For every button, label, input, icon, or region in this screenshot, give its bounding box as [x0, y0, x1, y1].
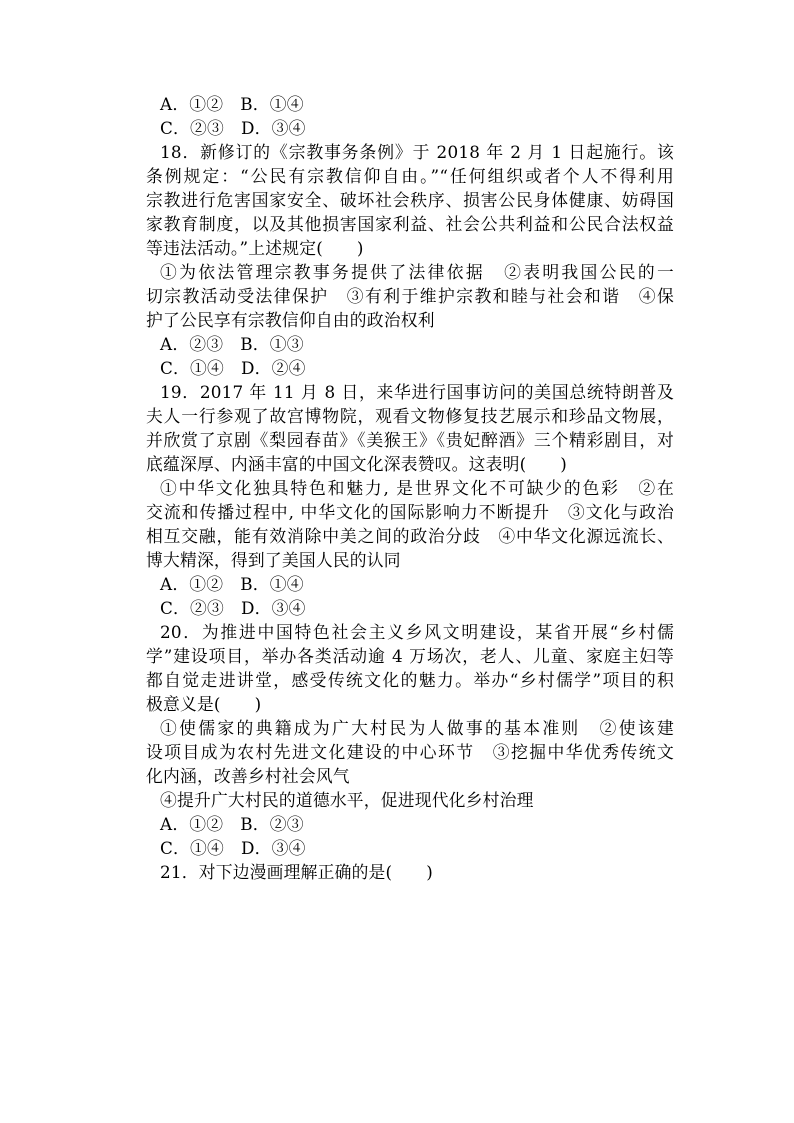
question-stem-line: 家教育制度，以及其他损害国家利益、社会公共利益和公民合法权益 — [146, 214, 674, 234]
question-stem-line: 学”建设项目，举办各类活动逾 4 万场次，老人、儿童、家庭主妇等 — [146, 646, 674, 666]
question-stem-line: 夫人一行参观了故宫博物院，观看文物修复技艺展示和珍品文物展， — [146, 406, 674, 426]
option-line: C．②③ D．③④ — [160, 598, 306, 618]
statement-line: 化内涵，改善乡村社会风气 — [146, 766, 350, 786]
question-stem-line: 条例规定：“公民有宗教信仰自由。”“任何组织或者个人不得利用 — [146, 166, 674, 186]
statement-line: 切宗教活动受法律保护 ③有利于维护宗教和睦与社会和谐 ④保 — [146, 286, 674, 306]
question-stem-line: 等违法活动。”上述规定( ) — [146, 238, 364, 258]
question-20 — [0, 620, 794, 860]
question-21 — [0, 860, 794, 884]
question-stem-line: 底蕴深厚、内涵丰富的中国文化深表赞叹。这表明( ) — [146, 454, 568, 474]
question-stem-line: 20．为推进中国特色社会主义乡风文明建设，某省开展“乡村儒 — [160, 622, 674, 642]
question-stem-line: 19．2017 年 11 月 8 日，来华进行国事访问的美国总统特朗普及 — [160, 382, 674, 402]
question-stem-line: 宗教进行危害国家安全、破坏社会秩序、损害公民身体健康、妨碍国 — [146, 190, 674, 210]
question-stem-line: 21．对下边漫画理解正确的是( ) — [160, 862, 433, 882]
option-line: C．①④ D．③④ — [160, 838, 306, 858]
option-line: A．①② B．①④ — [160, 94, 304, 114]
option-line: A．①② B．②③ — [160, 814, 304, 834]
option-line: C．①④ D．②④ — [160, 358, 306, 378]
statement-line: 护了公民享有宗教信仰自由的政治权利 — [146, 310, 435, 330]
statement-line: 博大精深，得到了美国人民的认同 — [146, 550, 401, 570]
statement-line: ④提升广大村民的道德水平，促进现代化乡村治理 — [160, 790, 534, 810]
question-stem-line: 极意义是( ) — [146, 694, 262, 714]
question-stem-line: 18．新修订的《宗教事务条例》于 2018 年 2 月 1 日起施行。该 — [160, 142, 674, 162]
question-18 — [0, 140, 794, 380]
statement-line: ①中华文化独具特色和魅力, 是世界文化不可缺少的色彩 ②在 — [160, 478, 674, 498]
option-line: A．②③ B．①③ — [160, 334, 304, 354]
question-17-options — [0, 92, 794, 140]
option-line: C．②③ D．③④ — [160, 118, 306, 138]
page-content — [0, 92, 794, 884]
statement-line: 交流和传播过程中, 中华文化的国际影响力不断提升 ③文化与政治 — [146, 502, 674, 522]
question-19 — [0, 380, 794, 620]
statement-line: 相互交融，能有效消除中美之间的政治分歧 ④中华文化源远流长、 — [146, 526, 674, 546]
statement-line: 设项目成为农村先进文化建设的中心环节 ③挖掘中华优秀传统文 — [146, 742, 674, 762]
question-stem-line: 并欣赏了京剧《梨园春苗》《美猴王》《贵妃醉酒》三个精彩剧目，对 — [146, 430, 674, 450]
question-stem-line: 都自觉走进讲堂，感受传统文化的魅力。举办“乡村儒学”项目的积 — [146, 670, 674, 690]
option-line: A．①② B．①④ — [160, 574, 304, 594]
statement-line: ①使儒家的典籍成为广大村民为人做事的基本准则 ②使该建 — [160, 718, 674, 738]
statement-line: ①为依法管理宗教事务提供了法律依据 ②表明我国公民的一 — [160, 262, 674, 282]
